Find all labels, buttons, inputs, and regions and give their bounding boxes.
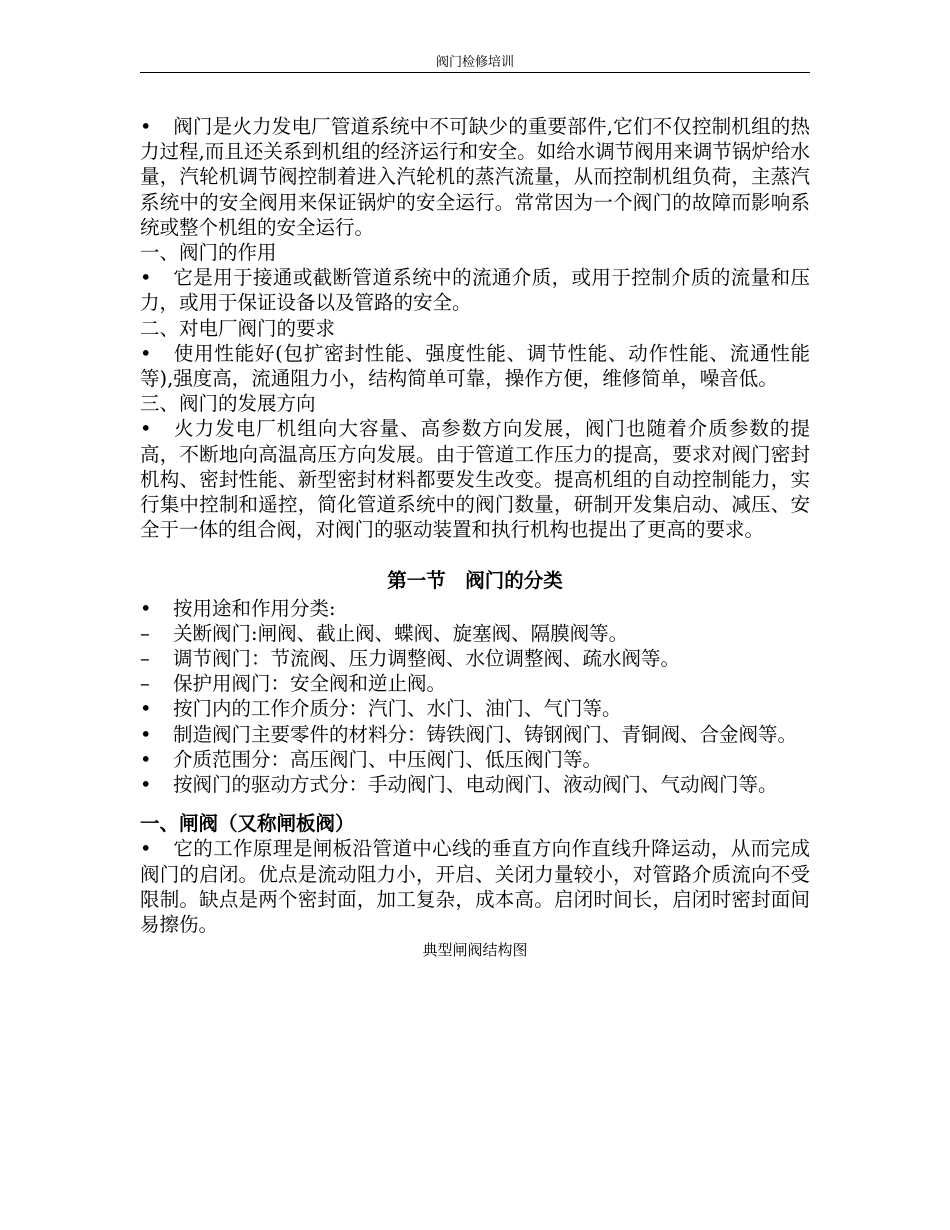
bullet-mark: • bbox=[140, 417, 152, 441]
dash-mark: – bbox=[140, 647, 150, 671]
bullet-mark: • bbox=[140, 115, 152, 138]
classification-text: 介质范围分：高压阀门、中压阀门、低压阀门等。 bbox=[173, 747, 603, 771]
gate-valve-heading: 一、闸阀（又称闸板阀） bbox=[140, 812, 355, 836]
header-rule bbox=[140, 72, 810, 73]
document-body bbox=[140, 114, 810, 961]
classification-text: 调节阀门：节流阀、压力调整阀、水位调整阀、疏水阀等。 bbox=[173, 647, 681, 671]
classification-text: 按用途和作用分类: bbox=[173, 596, 336, 620]
intro-text: 阀门是火力发电厂管道系统中不可缺少的重要部件,它们不仅控制机组的热力过程,而且还关系到机组的经济运行和安全。如给水调节阀用来调节锅炉给水量，汽轮机调节阀控制着进入汽轮机的蒸汽流量，从而控制机组负荷，主蒸汽系统中的安全阀用来保证锅炉的安全运行。常常因为一个阀门的故障而影响系统或整个机组的安全运行。 bbox=[140, 115, 810, 239]
requirements-text: 使用性能好(包扩密封性能、强度性能、调节性能、动作性能、流通性能等),强度高，流通阻力小，结构简单可靠，操作方便，维修简单，噪音低。 bbox=[140, 341, 810, 391]
heading-valve-requirements: 二、对电厂阀门的要求 bbox=[140, 316, 336, 340]
dash-mark: – bbox=[140, 672, 150, 696]
classification-text: 制造阀门主要零件的材料分：铸铁阀门、铸钢阀门、青铜阀、合金阀等。 bbox=[173, 722, 798, 746]
bullet-mark: • bbox=[140, 266, 152, 290]
function-paragraph bbox=[140, 265, 810, 315]
classification-item bbox=[140, 747, 810, 772]
figure-caption: 典型闸阀结构图 bbox=[422, 941, 528, 960]
classification-item bbox=[140, 772, 810, 797]
classification-item bbox=[140, 596, 810, 621]
bullet-mark: • bbox=[140, 722, 152, 746]
bullet-mark: • bbox=[140, 747, 152, 771]
classification-item bbox=[140, 646, 810, 671]
spacer bbox=[140, 797, 810, 811]
function-text: 它是用于接通或截断管道系统中的流通介质，或用于控制介质的流量和压力，或用于保证设备以及管路的安全。 bbox=[140, 266, 810, 315]
bullet-mark: • bbox=[140, 596, 152, 620]
gate-valve-text: 它的工作原理是闸板沿管道中心线的垂直方向作直线升降运动，从而完成阀门的启闭。优点是流动阻力小，开启、关闭力量较小，对管路介质流向不受限制。缺点是两个密封面，加工复杂，成本高。启闭时间长，启闭时密封面间易擦伤。 bbox=[140, 837, 810, 937]
bullet-mark: • bbox=[140, 837, 152, 861]
spacer bbox=[140, 542, 810, 568]
classification-text: 保护用阀门：安全阀和逆止阀。 bbox=[173, 672, 447, 696]
classification-list bbox=[140, 596, 810, 798]
intro-paragraph bbox=[140, 114, 810, 240]
bullet-mark: • bbox=[140, 773, 152, 797]
development-paragraph bbox=[140, 416, 810, 542]
bullet-mark: • bbox=[140, 341, 152, 365]
classification-text: 按阀门的驱动方式分：手动阀门、电动阀门、液动阀门、气动阀门等。 bbox=[173, 773, 778, 797]
section-title: 第一节 阀门的分类 bbox=[387, 569, 563, 593]
development-text: 火力发电厂机组向大容量、高参数方向发展，阀门也随着介质参数的提高，不断地向高温高压方向发展。由于管道工作压力的提高，要求对阀门密封机构、密封性能、新型密封材料都要发生改变。提高机组的自动控制能力，实行集中控制和遥控，简化管道系统中的阀门数量，研制开发集启动、减压、安全于一体的组合阀，对阀门的驱动装置和执行机构也提出了更高的要求。 bbox=[140, 417, 810, 542]
heading-valve-development: 三、阀门的发展方向 bbox=[140, 392, 316, 416]
classification-item bbox=[140, 722, 810, 747]
classification-item bbox=[140, 696, 810, 721]
heading-valve-function: 一、阀门的作用 bbox=[140, 241, 277, 265]
classification-item bbox=[140, 621, 810, 646]
dash-mark: – bbox=[140, 621, 150, 645]
classification-item bbox=[140, 671, 810, 696]
classification-text: 按门内的工作介质分：汽门、水门、油门、气门等。 bbox=[173, 697, 622, 721]
bullet-mark: • bbox=[140, 697, 152, 721]
classification-text: 关断阀门:闸阀、截止阀、蝶阀、旋塞阀、隔膜阀等。 bbox=[173, 621, 629, 645]
gate-valve-paragraph bbox=[140, 836, 810, 937]
page-header: 阀门检修培训 bbox=[435, 55, 514, 70]
requirements-paragraph bbox=[140, 341, 810, 391]
